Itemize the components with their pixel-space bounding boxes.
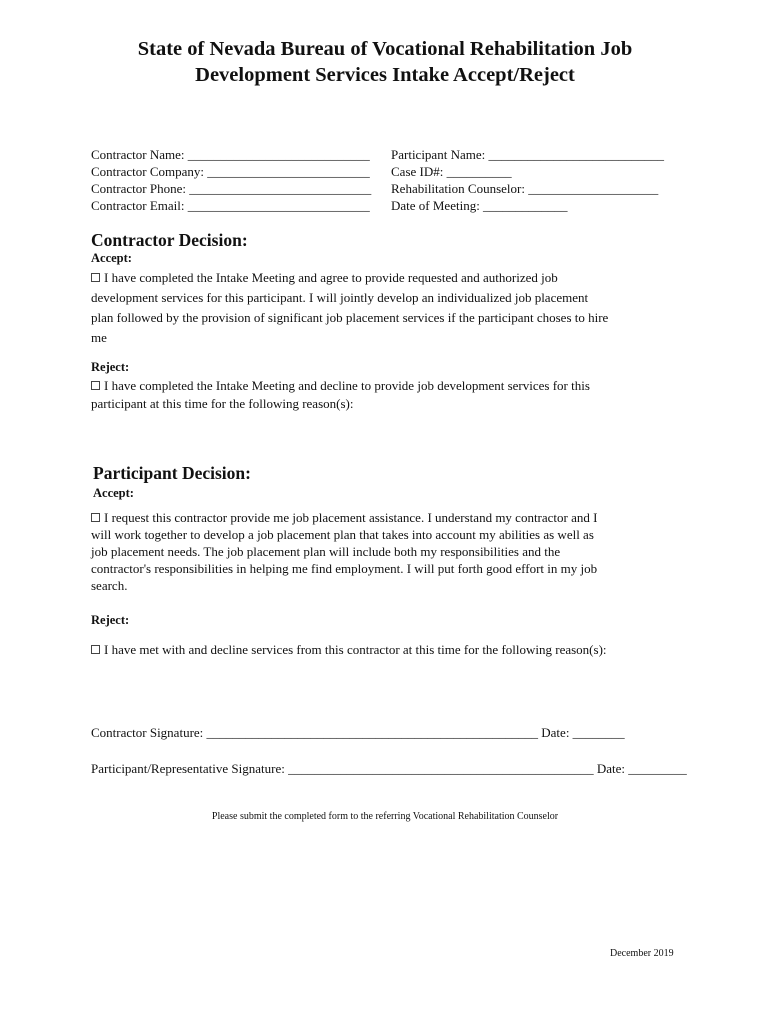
contractor-decision-heading: Contractor Decision: bbox=[91, 230, 248, 250]
contractor-reject-label: Reject: bbox=[91, 360, 130, 374]
participant-reject-checkbox[interactable] bbox=[91, 645, 100, 654]
contractor-accept-label: Accept: bbox=[91, 251, 132, 265]
contractor-phone-field[interactable]: Contractor Phone: ____________________________ bbox=[91, 181, 372, 196]
contractor-email-field[interactable]: Contractor Email: ____________________________ bbox=[91, 198, 370, 213]
participant-accept-line-4: contractor's responsibilities in helping me find employment. I will put forth good effort in my job bbox=[91, 561, 598, 576]
case-id-field[interactable]: Case ID#: __________ bbox=[391, 164, 512, 179]
contractor-accept-line-4: me bbox=[91, 330, 107, 345]
contractor-name-field[interactable]: Contractor Name: ____________________________ bbox=[91, 147, 370, 162]
contractor-accept-text bbox=[91, 268, 691, 348]
rehabilitation-counselor-field[interactable]: Rehabilitation Counselor: ____________________ bbox=[391, 181, 659, 196]
participant-signature-line[interactable]: Participant/Representative Signature: _______________________________________________ Date: _________ bbox=[91, 761, 687, 776]
participant-fields bbox=[391, 146, 664, 214]
participant-accept-line-3: job placement needs. The job placement plan will include both my responsibilities and the bbox=[91, 544, 561, 559]
page-title-line-1: State of Nevada Bureau of Vocational Rehabilitation Job bbox=[137, 38, 633, 60]
participant-reject-label: Reject: bbox=[91, 613, 130, 627]
page-title bbox=[60, 36, 710, 88]
participant-reject-line: I have met with and decline services from this contractor at this time for the following reason(s): bbox=[104, 642, 607, 657]
contractor-reject-text bbox=[91, 377, 691, 413]
contractor-accept-line-3: plan followed by the provision of significant job placement services if the participant choses to hire bbox=[91, 310, 609, 325]
participant-accept-line-5: search. bbox=[91, 578, 128, 593]
revision-date: December 2019 bbox=[610, 948, 674, 959]
contractor-reject-checkbox[interactable] bbox=[91, 381, 100, 390]
participant-accept-text bbox=[91, 509, 691, 594]
contractor-accept-line-1: I have completed the Intake Meeting and agree to provide requested and authorized job bbox=[104, 270, 558, 285]
contractor-reject-line-2: participant at this time for the following reason(s): bbox=[91, 396, 354, 411]
page-title-line-2: Development Services Intake Accept/Reject bbox=[195, 64, 575, 86]
contractor-company-field[interactable]: Contractor Company: _________________________ bbox=[91, 164, 370, 179]
participant-accept-line-1: I request this contractor provide me job placement assistance. I understand my contractor and I bbox=[104, 510, 598, 525]
participant-accept-line-2: will work together to develop a job placement plan that takes into account my abilities as well as bbox=[91, 527, 594, 542]
participant-accept-checkbox[interactable] bbox=[91, 513, 100, 522]
contractor-signature-line[interactable]: Contractor Signature: ___________________________________________________ Date: ________ bbox=[91, 725, 625, 740]
contractor-reject-line-1: I have completed the Intake Meeting and decline to provide job development services for this bbox=[104, 378, 590, 393]
participant-accept-label: Accept: bbox=[93, 486, 134, 500]
participant-decision-heading: Participant Decision: bbox=[93, 463, 251, 483]
contractor-accept-checkbox[interactable] bbox=[91, 273, 100, 282]
participant-reject-text bbox=[91, 642, 701, 658]
date-of-meeting-field[interactable]: Date of Meeting: _____________ bbox=[391, 198, 568, 213]
participant-name-field[interactable]: Participant Name: ___________________________ bbox=[391, 147, 664, 162]
submission-note: Please submit the completed form to the referring Vocational Rehabilitation Counselor bbox=[211, 811, 559, 822]
contractor-accept-line-2: development services for this participant. I will jointly develop an individualized job placement bbox=[91, 290, 589, 305]
contractor-fields bbox=[91, 146, 371, 214]
